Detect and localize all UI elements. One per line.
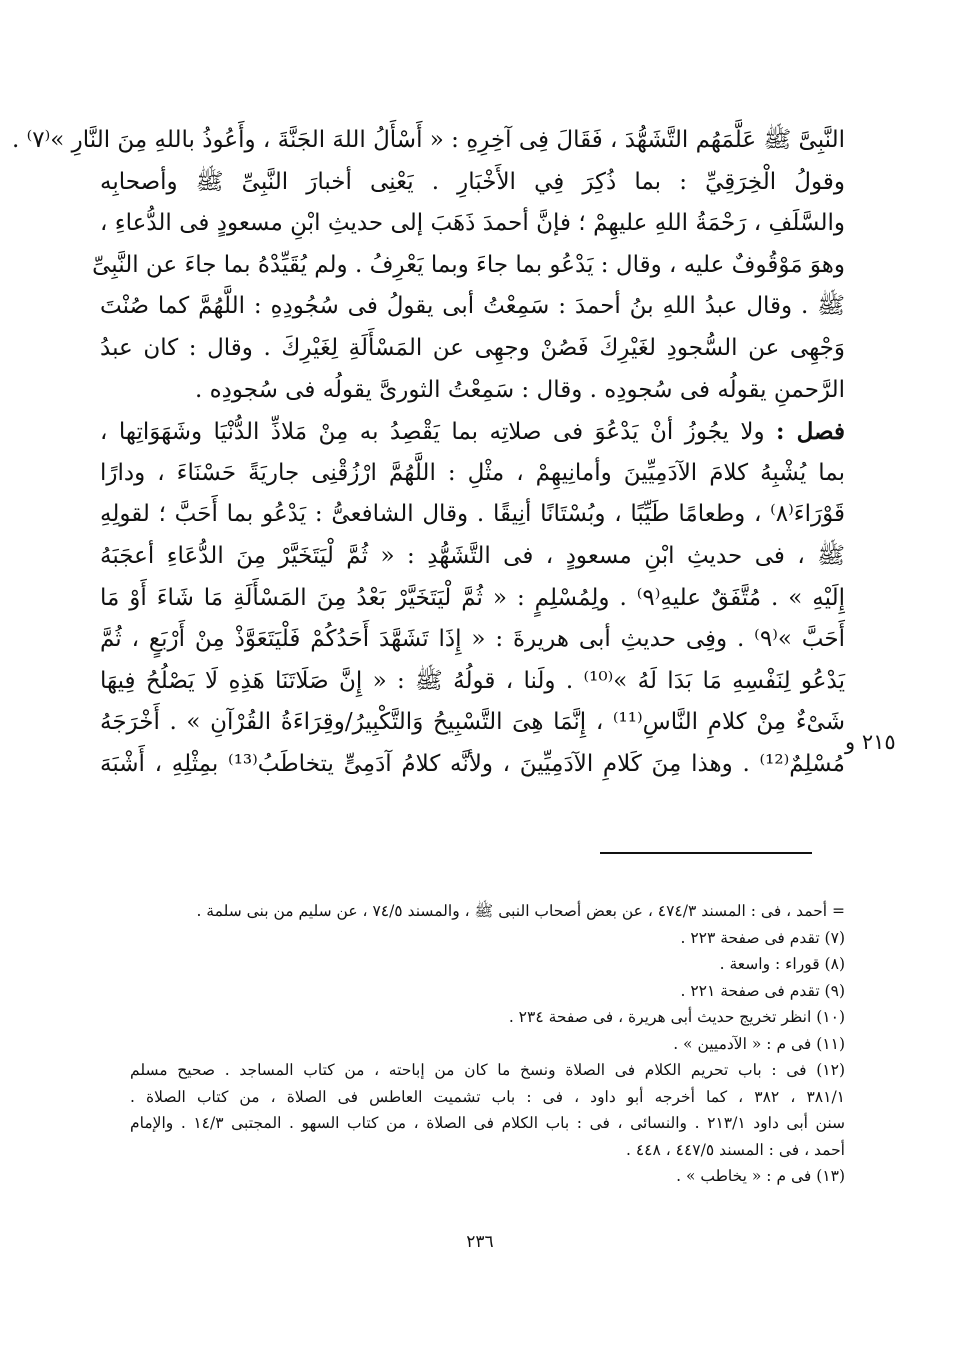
text-line: وَجْهِى عن السُّجودِ لغَيْرِكَ فَصُنْ وجهِى عن المَسْأَلَةِ لِغَيْرِكَ . وقال : كان عبدُ [100, 334, 845, 361]
footnote: (٩) تقدم فى صفحة ٢٢١ . [680, 981, 845, 1000]
text-line: مُسْلِمٌ⁽¹²⁾ . وهذا مِنَ كَلامِ الآدَمِيِّينَ ، ولأنَّه كلامُ آدَمِىٍّ يتخاطَبُ⁽¹³⁾ بمِثْلِهِ ، أَشْبَهَ [100, 750, 845, 777]
footnote: أحمد ، فى : المسند ٤٤٧/٥ ، ٤٤٨ . [625, 1140, 845, 1159]
footnote: (١١) فى م : « الآدميين » . [673, 1034, 845, 1053]
text-line: بما يُشْبِهُ كلامَ الآدَمِيِّينَ وأمانِيهِمْ ، مثْلِ : اللَّهُمَّ ارْزُقْنِى جاريَةً حَسْنَاءَ ، ودارًا [100, 459, 845, 486]
text-line-fasl [100, 411, 845, 453]
text-line: وهوَ مَوْقُوفٌ عليه ، وقال : يَدْعُو بما جاءَ وبما يَعْرِفُ . ولم يُقَيِّدْهُ بما جاءَ عن النَّبِىِّ [92, 251, 845, 278]
text-line: شَىْءٌ مِنْ كلامِ النَّاسِ⁽¹¹⁾ ، إِنَّمَا هِىَ التَّسْبِيحُ وَالتَّكْبِيرُ/وقِرَاءَةُ القُرْآنِ » . أَخْرَجَهُ [100, 709, 845, 736]
text-line: يَدْعُو لِنَفْسِهِ مَا بَدَا لَهُ »⁽¹⁰⁾ . ولَنا ، قولُهُ ﷺ : « إِنَّ صَلَاتَنَا هَذِهِ لَا يَصْلُحُ فِيهَا [100, 667, 845, 694]
text-line: ﷺ ، فى حديثِ ابْنِ مسعودٍ ، فى التَّشَهُّدِ : « ثُمَّ لْيَتَخَيَّرْ مِنَ الدُّعَاءِ أعجَبَهُ [100, 542, 845, 569]
footnote: (١٠) انظر تخريج حديث أبى هريرة ، فى صفحة ٢٣٤ . [508, 1008, 845, 1026]
text-line: أَحَبَّ »⁽٩⁾ . وفِى حديثِ أبى هريرةَ : « إِذَا تَشَهَّدَ أَحَدُكُمْ فَلْيَتَعَوَّذْ مِنْ أَرْبَعٍ ، ثُمَّ [100, 626, 845, 653]
footnote: سنن أبى داود ٢١٣/١ . والنسائى ، فى : باب الكلام فى الصلاة ، من كتاب السهو . المجتبى ١٤/٣ . والإمام [130, 1114, 845, 1132]
main-text-block [11, 120, 845, 786]
footnote: (١٢) فى : باب تحريم الكلام فى الصلاة ونسخ ما كان من إباحته ، من كتاب المساجد . صحيح مسلم [130, 1061, 845, 1079]
footnote: ٣٨١/١ ، ٣٨٢ ، كما أخرجه أبو داود ، فى : باب تشميت العاطس فى الصلاة ، من كتاب الصلاة . [130, 1087, 845, 1106]
footnote: (١٣) فى م : « يخاطب » . [676, 1167, 845, 1185]
margin-folio-note: ٢١٥ و [845, 730, 896, 754]
footnote: (٧) تقدم فى صفحة ٢٢٣ . [680, 928, 845, 947]
text-line: وقولُ الْخِرَقِيِّ : بما ذُكِرَ فِي الأَخْبَارِ . يَعْنِى أخبارَ النَّبِىِّ ﷺ وأصحابِه [100, 168, 845, 195]
text-line: الرَّحمنِ يقولُه فى سُجودِه . وقال : سَمِعْتُ الثورىَّ يقولُه فى سُجودِه . [194, 376, 845, 403]
footnote: = أحمد ، فى : المسند ٤٧٤/٣ ، عن بعض أصحاب النبى ﷺ ، والمسند ٧٤/٥ ، عن سليم من بنى سلمة . [196, 902, 845, 920]
page-number: ٢٣٦ [466, 1232, 494, 1252]
fasl-label: فصل : [776, 418, 845, 446]
text-line: النَّبِىَّ ﷺ عَلَّمَهُم التَّشَهُّدَ ، فَقَالَ فِى آخِرِهِ : « أَسْأَلُ اللهَ الجَنَّةَ ، وأَعُوذُ باللهِ مِنَ النَّارِ »⁽٧⁾ . [11, 127, 845, 153]
text-line: إِلَيْهِ » . مُتَّفَقٌ عليهِ⁽٩⁾ . ولِمُسْلِمٍ : « ثُمَّ لْيَتَخَيَّرْ بَعْدُ مِنَ المَسْأَلَةِ مَا شَاءَ أَوْ مَا [100, 584, 845, 611]
text-line: قَوْرَاءَ⁽٨⁾ ، وطعامًا طَيِّبًا ، وبُسْتَانًا أنِيقًا . وقال الشافعىُّ : يَدْعُو بما أَحَبَّ ؛ لقولِهِ [100, 501, 845, 528]
text-line: ﷺ . وقال عبدُ اللهِ بنُ أحمدَ : سَمِعْتُ أبى يقولُ فى سُجُودِهِ : اللَّهُمَّ كما صُنْتَ [100, 293, 845, 320]
footnote: (٨) قوراء : واسعة . [719, 955, 845, 973]
text-line: والسَّلَفِ ، رَحْمَةُ اللهِ عليهِمْ ؛ فإنَّ أحمدَ ذَهَبَ إلى حديثِ ابْنِ مسعودٍ فى الدُّعاءِ ، [100, 210, 845, 237]
footnotes-block [130, 898, 845, 1190]
text-line-content: ولا يجُوزُ أنْ يَدْعُوَ فى صلاتِه بما يَقْصِدُ به مِنْ مَلاذِّ الدُّنْيَا وشَهَوَاتِها ، [100, 419, 765, 446]
footnote-divider [600, 852, 812, 854]
